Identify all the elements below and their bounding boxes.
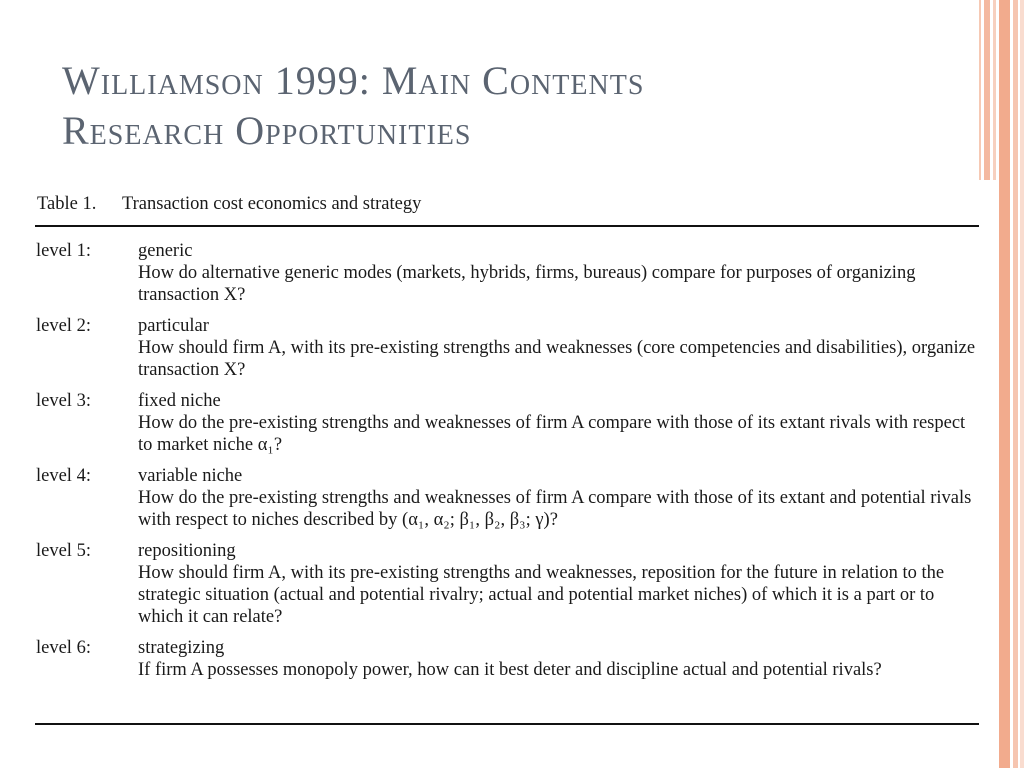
table-row bbox=[36, 240, 980, 306]
table-panel bbox=[0, 180, 996, 768]
level-question: How do the pre-existing strengths and weaknesses of firm A compare with those of its extant rivals with respect to market niche α₁? bbox=[138, 413, 966, 455]
table-bottom-rule bbox=[35, 723, 979, 725]
table-row bbox=[36, 390, 980, 456]
level-question: How do the pre-existing strengths and weaknesses of firm A compare with those of its extant and potential rivals with respect to niches described by (α₁, α₂; β₁, β₂, β₃; γ)? bbox=[138, 488, 972, 530]
level-label: level 5: bbox=[36, 541, 91, 561]
level-body bbox=[138, 637, 980, 681]
level-name: fixed niche bbox=[138, 391, 221, 411]
decorative-stripe bbox=[1020, 0, 1024, 768]
level-label: level 3: bbox=[36, 391, 91, 411]
level-label: level 2: bbox=[36, 316, 91, 336]
level-question: How should firm A, with its pre-existing strengths and weaknesses, reposition for the future in relation to the strategic situation (actual and potential rivalry; actual and potential market niches) of which it is a part or to which it can relate? bbox=[138, 563, 945, 627]
table-rows bbox=[36, 240, 980, 690]
slide-title-line-2: Research Opportunities bbox=[62, 108, 472, 153]
level-label: level 4: bbox=[36, 466, 91, 486]
level-body bbox=[138, 315, 980, 381]
decorative-stripe bbox=[999, 0, 1010, 768]
level-label: level 6: bbox=[36, 638, 91, 658]
level-question: How should firm A, with its pre-existing strengths and weaknesses (core competencies and disabilities), organize transaction X? bbox=[138, 338, 976, 380]
table-caption bbox=[37, 194, 421, 215]
table-row bbox=[36, 465, 980, 531]
slide-title bbox=[62, 56, 644, 156]
level-name: strategizing bbox=[138, 638, 225, 658]
table-row bbox=[36, 540, 980, 628]
level-body bbox=[138, 390, 980, 456]
level-body bbox=[138, 465, 980, 531]
level-name: particular bbox=[138, 316, 209, 336]
level-question: If firm A possesses monopoly power, how can it best deter and discipline actual and potential rivals? bbox=[138, 660, 882, 680]
slide-title-line-1: Williamson 1999: Main Contents bbox=[62, 58, 645, 103]
table-caption-text: Transaction cost economics and strategy bbox=[122, 194, 422, 214]
table-number: Table 1. bbox=[37, 194, 97, 214]
decorative-stripe bbox=[1013, 0, 1018, 768]
level-body bbox=[138, 540, 980, 628]
level-label: level 1: bbox=[36, 241, 91, 261]
level-name: repositioning bbox=[138, 541, 236, 561]
table-row bbox=[36, 315, 980, 381]
level-body bbox=[138, 240, 980, 306]
level-name: variable niche bbox=[138, 466, 243, 486]
level-name: generic bbox=[138, 241, 193, 261]
level-question: How do alternative generic modes (markets, hybrids, firms, bureaus) compare for purposes of organizing transaction X? bbox=[138, 263, 916, 305]
table-top-rule bbox=[35, 225, 979, 227]
table-row bbox=[36, 637, 980, 681]
